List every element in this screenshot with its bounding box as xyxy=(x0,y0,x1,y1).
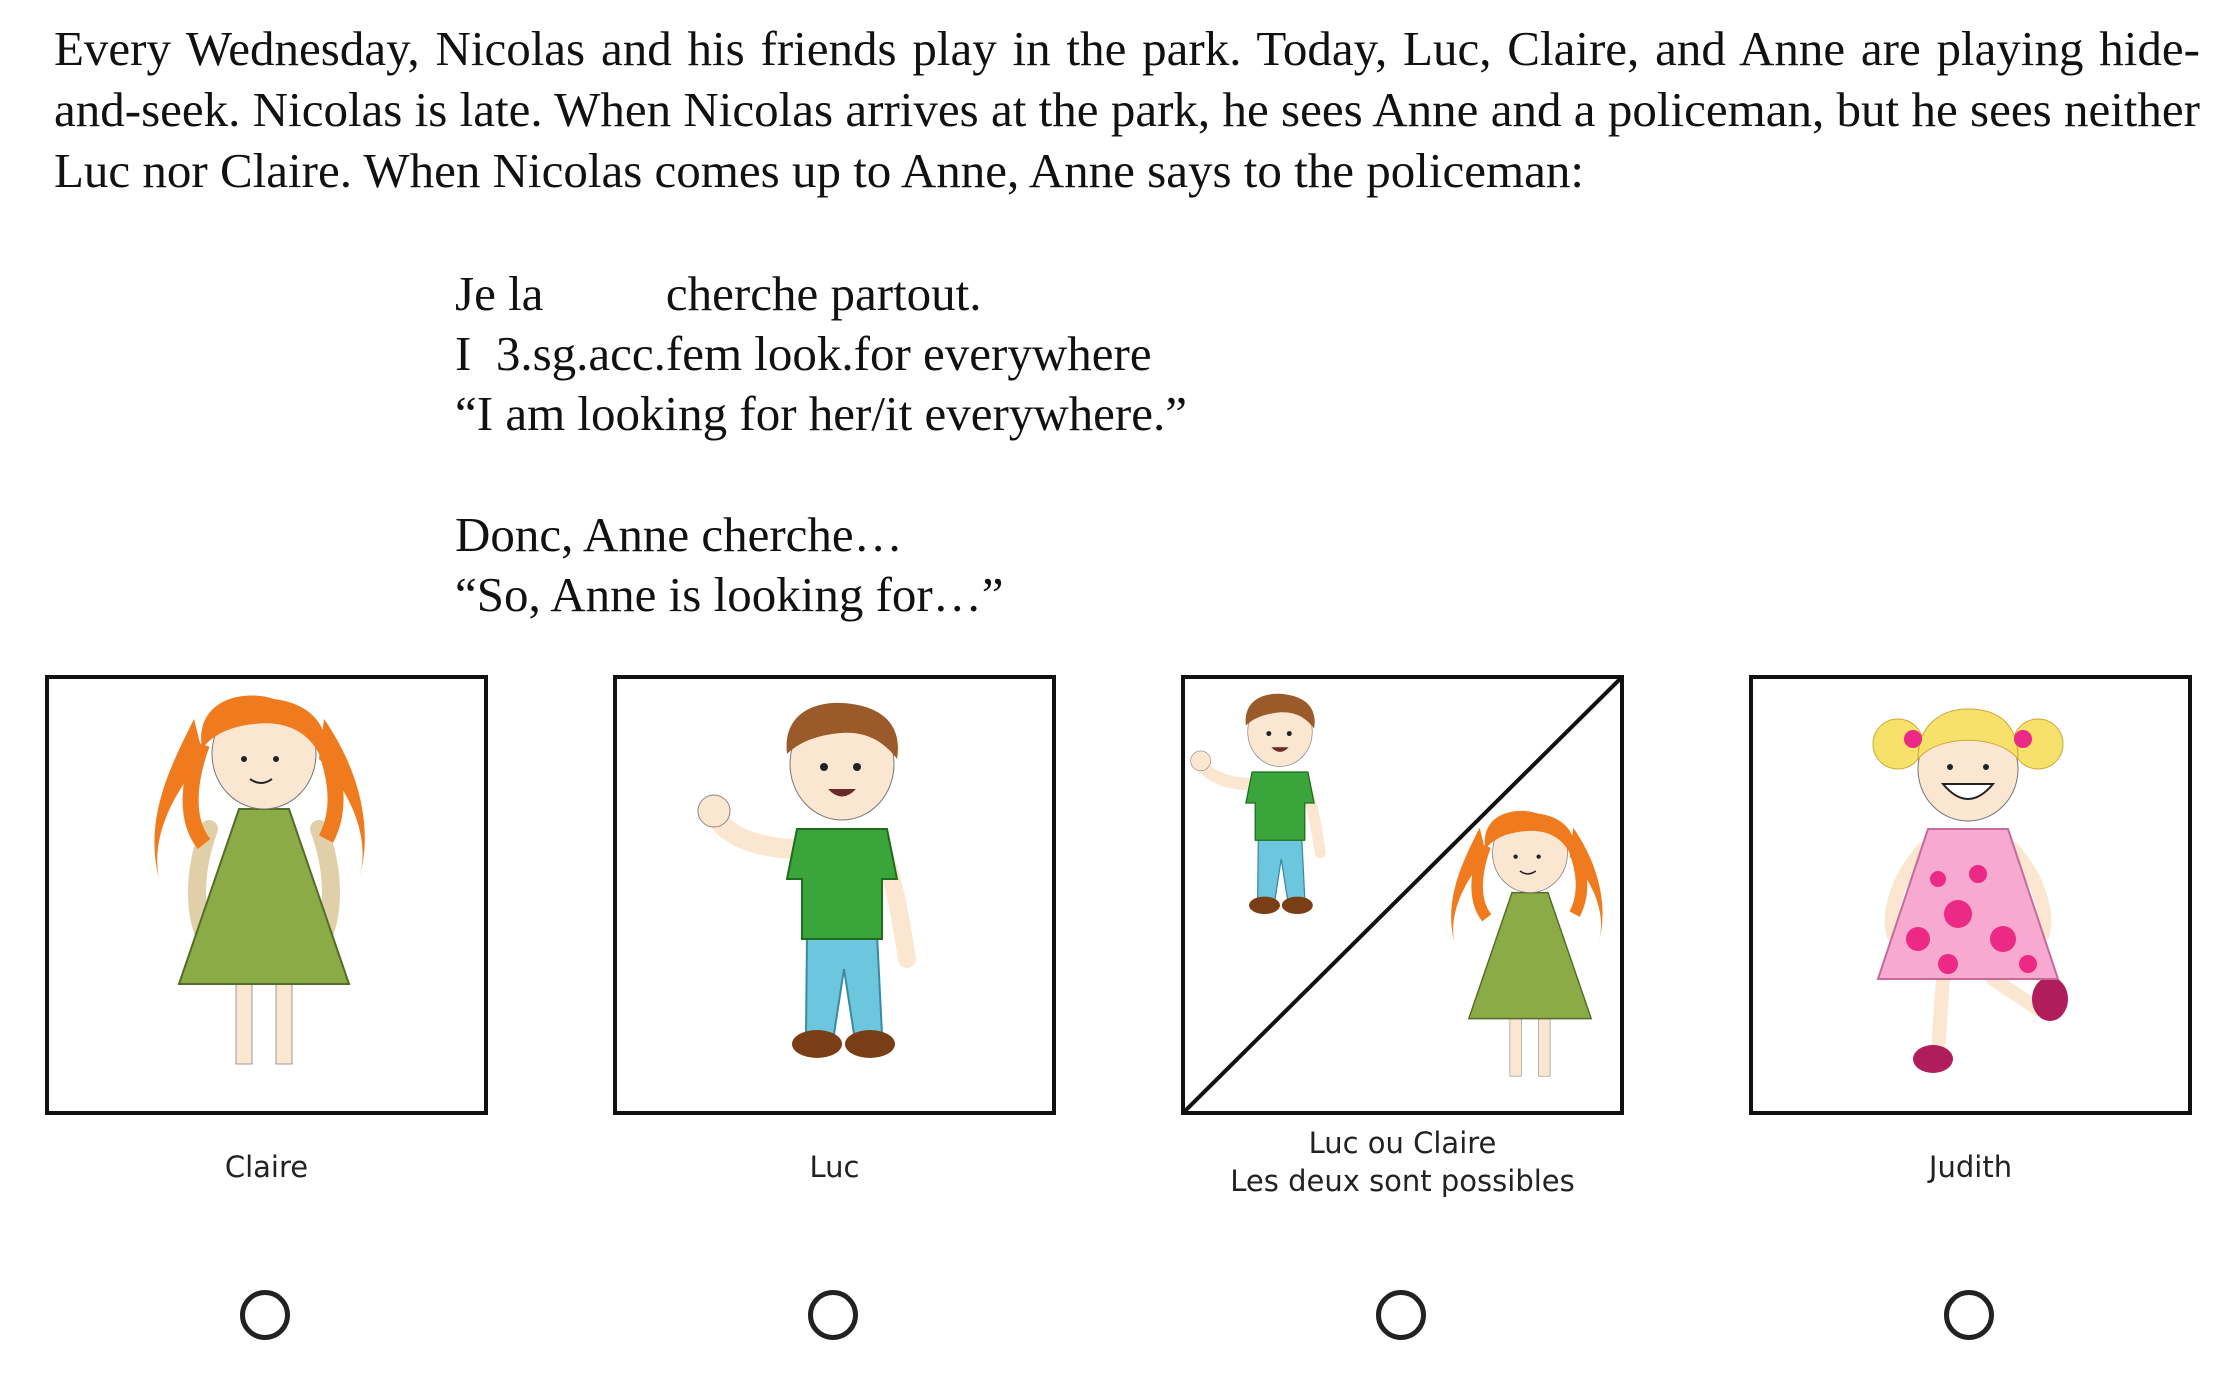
option-card-luc-or-claire[interactable] xyxy=(1181,675,1624,1115)
caption-luc: Luc xyxy=(809,1150,860,1184)
example-gloss: I 3.sg.acc.fem look.for everywhere xyxy=(455,326,1152,381)
radio-luc-or-claire[interactable] xyxy=(1376,1290,1426,1340)
radio-luc[interactable] xyxy=(808,1290,858,1340)
radio-claire[interactable] xyxy=(240,1290,290,1340)
example-translation: “I am looking for her/it everywhere.” xyxy=(455,386,1187,441)
caption-judith: Judith xyxy=(1928,1150,2013,1184)
story-paragraph: Every Wednesday, Nicolas and his friends play in the park. Today, Luc, Claire, and Anne are playing hide-and-seek. Nicolas is late. When Nicolas arrives at the park, he sees Anne and a policeman, but he sees neither Luc nor Claire. When Nicolas comes up to Anne, Anne says to the policeman: xyxy=(54,21,2200,198)
caption-claire: Claire xyxy=(224,1150,309,1184)
question-translation: “So, Anne is looking for…” xyxy=(455,567,1004,622)
radio-judith[interactable] xyxy=(1944,1290,1994,1340)
option-card-luc[interactable] xyxy=(613,675,1056,1115)
luc-or-claire-illustration xyxy=(1185,679,1620,1111)
judith-illustration xyxy=(1753,679,2188,1111)
option-card-judith[interactable] xyxy=(1749,675,2192,1115)
option-card-claire[interactable] xyxy=(45,675,488,1115)
caption-luc-or-claire-line2: Les deux sont possibles xyxy=(1230,1164,1575,1198)
question-french: Donc, Anne cherche… xyxy=(455,507,903,562)
luc-illustration xyxy=(617,679,1052,1111)
caption-luc-or-claire xyxy=(1181,1124,1624,1200)
example-french: Je la cherche partout. xyxy=(455,266,982,321)
claire-illustration xyxy=(49,679,484,1111)
caption-luc-or-claire-line1: Luc ou Claire xyxy=(1308,1126,1497,1160)
